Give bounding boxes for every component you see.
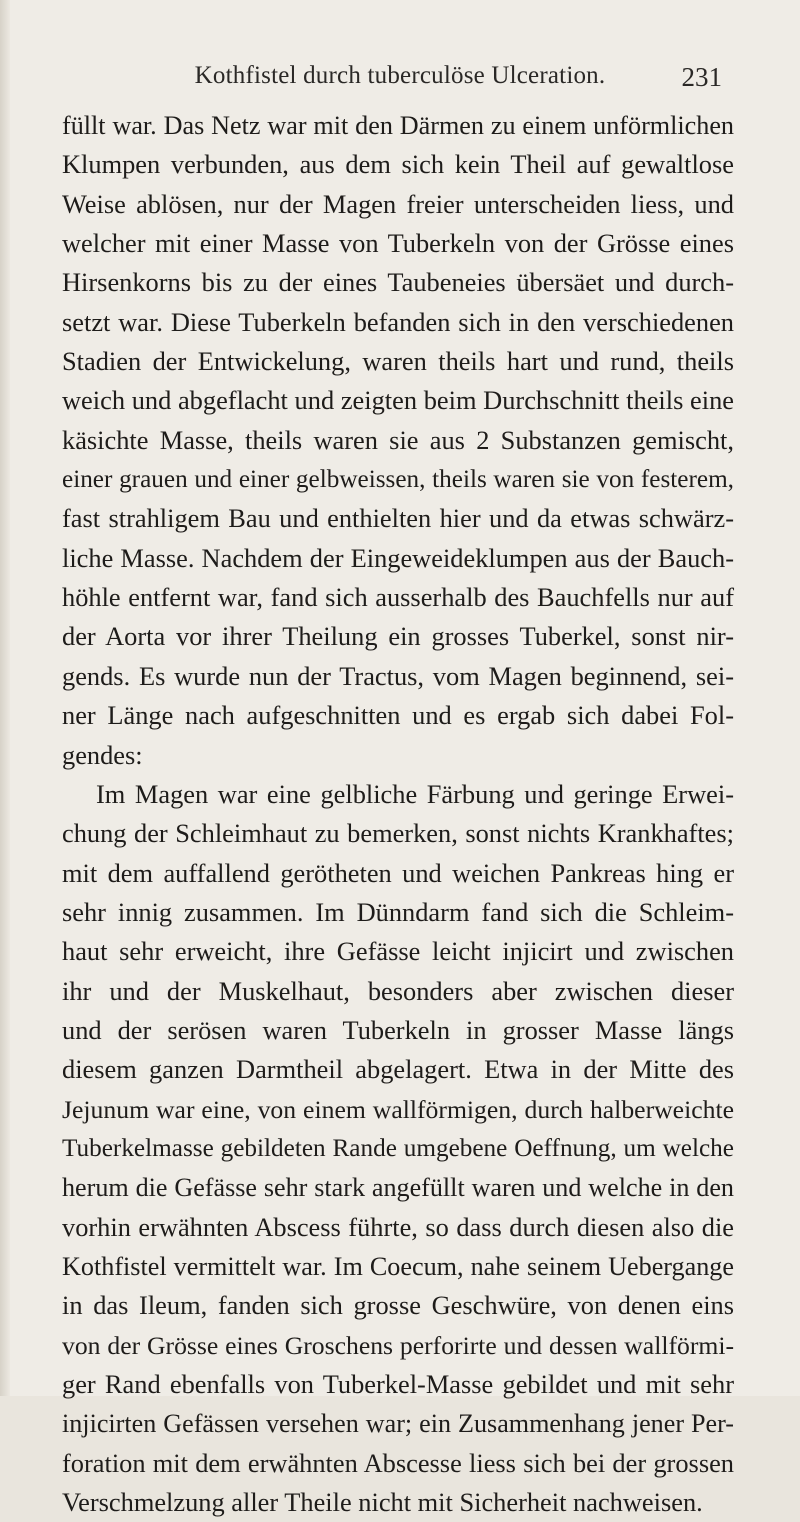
running-title: Kothfistel durch tuberculöse Ulceration. bbox=[194, 62, 606, 89]
page-number: 231 bbox=[681, 62, 722, 92]
binding-edge bbox=[0, 0, 10, 1396]
text-line: setzt war. Diese Tuberkeln befanden sich in den verschiedenen bbox=[62, 306, 734, 337]
text-line-paragraph-end: gendes: bbox=[62, 739, 143, 770]
text-line: weich und abgeflacht und zeigten beim Durchschnitt theils eine bbox=[62, 385, 734, 416]
text-line: Weise ablösen, nur der Magen freier unterscheiden liess, und bbox=[62, 188, 734, 219]
text-line: Hirsenkorns bis zu der eines Taubeneies übersäet und durch- bbox=[62, 267, 734, 298]
text-line: einer grauen und einer gelbweissen, theils waren sie von festerem, bbox=[62, 466, 734, 494]
text-line: Tuberkelmasse gebildeten Rande umgebene Oeffnung, um welche bbox=[62, 1134, 734, 1162]
text-line-paragraph-start: Im Magen war eine gelbliche Färbung und geringe Erwei- bbox=[96, 778, 734, 809]
text-line: foration mit dem erwähnten Abscesse liess sich bei der grossen bbox=[62, 1447, 734, 1478]
text-line: sehr innig zusammen. Im Dünndarm fand sich die Schleim- bbox=[62, 896, 734, 927]
text-line: diesem ganzen Darmtheil abgelagert. Etwa in der Mitte des bbox=[62, 1054, 734, 1085]
text-line: haut sehr erweicht, ihre Gefässe leicht injicirt und zwischen bbox=[62, 936, 734, 967]
body-text bbox=[62, 106, 734, 1522]
text-line: gends. Es wurde nun der Tractus, vom Magen beginnend, sei- bbox=[62, 660, 734, 691]
text-line: ihr und der Muskelhaut, besonders aber zwischen dieser bbox=[62, 975, 734, 1006]
text-line: füllt war. Das Netz war mit den Därmen zu einem unförmlichen bbox=[62, 111, 734, 140]
text-line: injicirten Gefässen versehen war; ein Zusammenhang jener Per- bbox=[62, 1409, 734, 1439]
text-line: vorhin erwähnten Abscess führte, so dass durch diesen also die bbox=[62, 1211, 734, 1242]
text-line: chung der Schleimhaut zu bemerken, sonst nichts Krankhaftes; bbox=[62, 818, 734, 849]
running-head bbox=[0, 62, 800, 102]
text-line: Jejunum war eine, von einem wallförmigen, durch halberweichte bbox=[62, 1094, 734, 1124]
text-line: ner Länge nach aufgeschnitten und es ergab sich dabei Fol- bbox=[62, 700, 734, 731]
text-line: ger Rand ebenfalls von Tuberkel-Masse gebildet und mit sehr bbox=[62, 1369, 734, 1399]
text-line: in das Ileum, fanden sich grosse Geschwüre, von denen eins bbox=[62, 1290, 734, 1321]
text-line: höhle entfernt war, fand sich ausserhalb des Bauchfells nur auf bbox=[62, 582, 734, 613]
text-line: käsichte Masse, theils waren sie aus 2 Substanzen gemischt, bbox=[62, 424, 734, 455]
text-line: von der Grösse eines Groschens perforirte und dessen wallförmi- bbox=[62, 1330, 734, 1360]
text-line: Klumpen verbunden, aus dem sich kein Theil auf gewaltlose bbox=[62, 149, 734, 180]
text-line: und der serösen waren Tuberkeln in grosser Masse längs bbox=[62, 1014, 734, 1045]
text-line: der Aorta vor ihrer Theilung ein grosses Tuberkel, sonst nir- bbox=[62, 621, 734, 652]
text-line: welcher mit einer Masse von Tuberkeln von der Grösse eines bbox=[62, 228, 734, 259]
text-line: mit dem auffallend gerötheten und weichen Pankreas hing er bbox=[62, 857, 734, 888]
text-line: herum die Gefässe sehr stark angefüllt waren und welche in den bbox=[62, 1173, 734, 1203]
text-line: liche Masse. Nachdem der Eingeweideklumpen aus der Bauch- bbox=[62, 542, 734, 573]
text-line: Stadien der Entwickelung, waren theils hart und rund, theils bbox=[62, 346, 734, 377]
text-line: Kothfistel vermittelt war. Im Coecum, nahe seinem Uebergange bbox=[62, 1251, 734, 1281]
text-line: fast strahligem Bau und enthielten hier und da etwas schwärz- bbox=[62, 503, 734, 534]
text-line-paragraph-end: Verschmelzung aller Theile nicht mit Sicherheit nachweisen. bbox=[62, 1487, 703, 1518]
